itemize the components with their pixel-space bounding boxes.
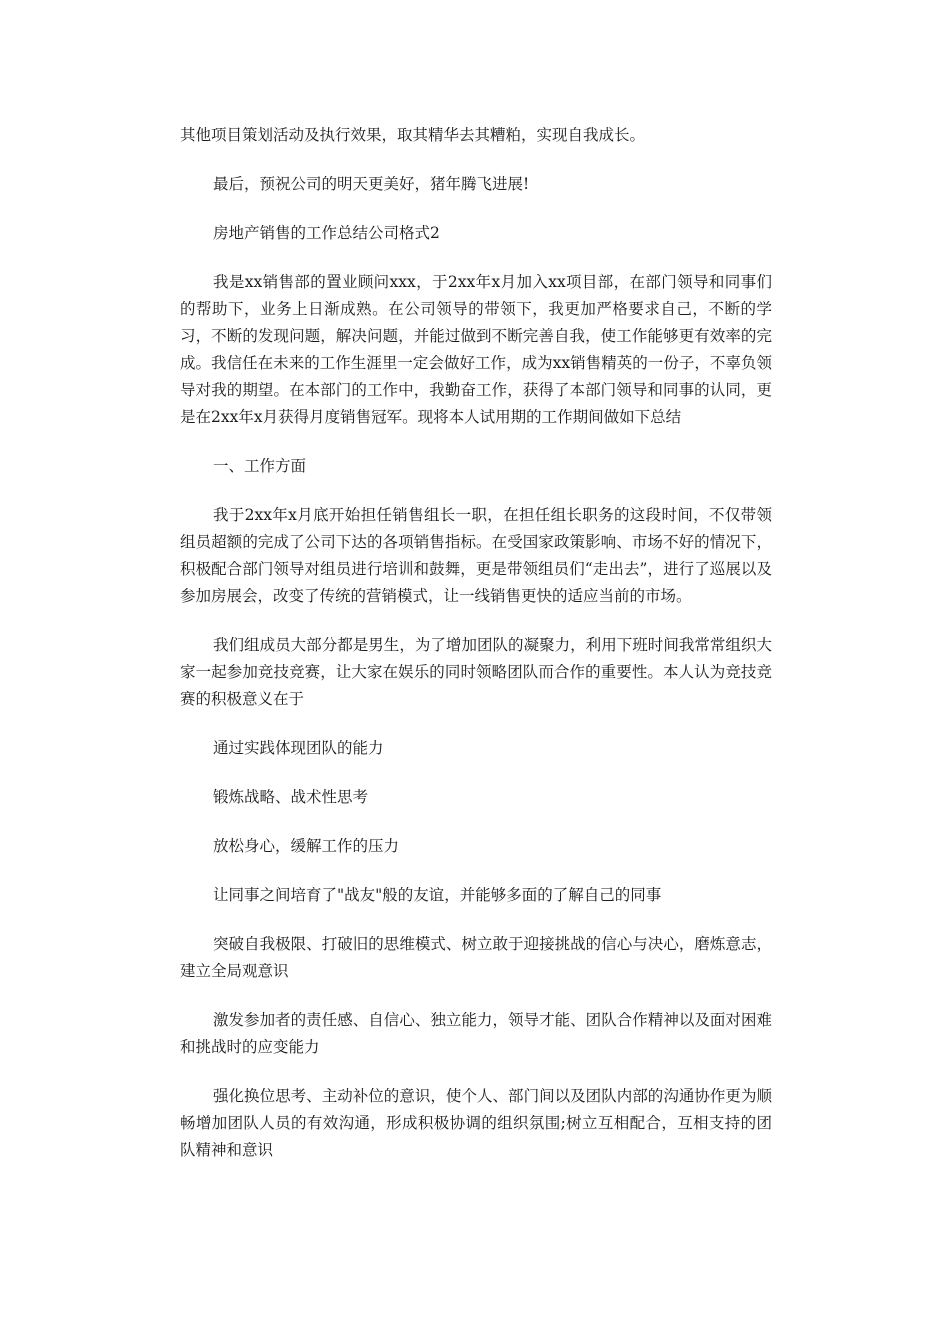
paragraph: 其他项目策划活动及执行效果，取其精华去其糟粕，实现自我成长。 bbox=[180, 126, 646, 144]
list-item: 锻炼战略、战术性思考 bbox=[213, 788, 369, 806]
section-heading: 一、工作方面 bbox=[213, 457, 307, 475]
list-item: 强化换位思考、主动补位的意识，使个人、部门间以及团队内部的沟通协作更为顺畅增加团队人员的有效沟通，形成积极协调的组织氛围;树立互相配合，互相支持的团队精神和意识 bbox=[180, 1087, 772, 1159]
list-item: 突破自我极限、打破旧的思维模式、树立敢于迎接挑战的信心与决心，磨炼意志，建立全局观意识 bbox=[180, 935, 772, 980]
list-item: 激发参加者的责任感、自信心、独立能力，领导才能、团队合作精神以及面对困难和挑战时的应变能力 bbox=[180, 1011, 772, 1056]
paragraph: 我们组成员大部分都是男生，为了增加团队的凝聚力，利用下班时间我常常组织大家一起参加竞技竞赛，让大家在娱乐的同时领略团队而合作的重要性。本人认为竞技竞赛的积极意义在于 bbox=[180, 636, 772, 708]
paragraph: 最后，预祝公司的明天更美好，猪年腾飞进展! bbox=[213, 175, 530, 193]
document-body bbox=[180, 122, 772, 1164]
list-item: 让同事之间培育了"战友"般的友谊，并能够多面的了解自己的同事 bbox=[213, 886, 662, 904]
list-item: 通过实践体现团队的能力 bbox=[213, 739, 384, 757]
section-title: 房地产销售的工作总结公司格式2 bbox=[213, 224, 440, 242]
list-item: 放松身心，缓解工作的压力 bbox=[213, 837, 400, 855]
paragraph: 我于2xx年x月底开始担任销售组长一职，在担任组长职务的这段时间，不仅带领组员超额的完成了公司下达的各项销售指标。在受国家政策影响、市场不好的情况下，积极配合部门领导对组员进行培训和鼓舞，更是带领组员们“走出去”，进行了巡展以及参加房展会，改变了传统的营销模式，让一线销售更快的适应当前的市场。 bbox=[180, 506, 772, 605]
paragraph: 我是xx销售部的置业顾问xxx，于2xx年x月加入xx项目部，在部门领导和同事们的帮助下，业务上日渐成熟。在公司领导的带领下，我更加严格要求自己，不断的学习，不断的发现问题，解决问题，并能过做到不断完善自我，使工作能够更有效率的完成。我信任在未来的工作生涯里一定会做好工作，成为xx销售精英的一份子，不辜负领导对我的期望。在本部门的工作中，我勤奋工作，获得了本部门领导和同事的认同，更是在2xx年x月获得月度销售冠军。现将本人试用期的工作期间做如下总结 bbox=[180, 273, 772, 426]
